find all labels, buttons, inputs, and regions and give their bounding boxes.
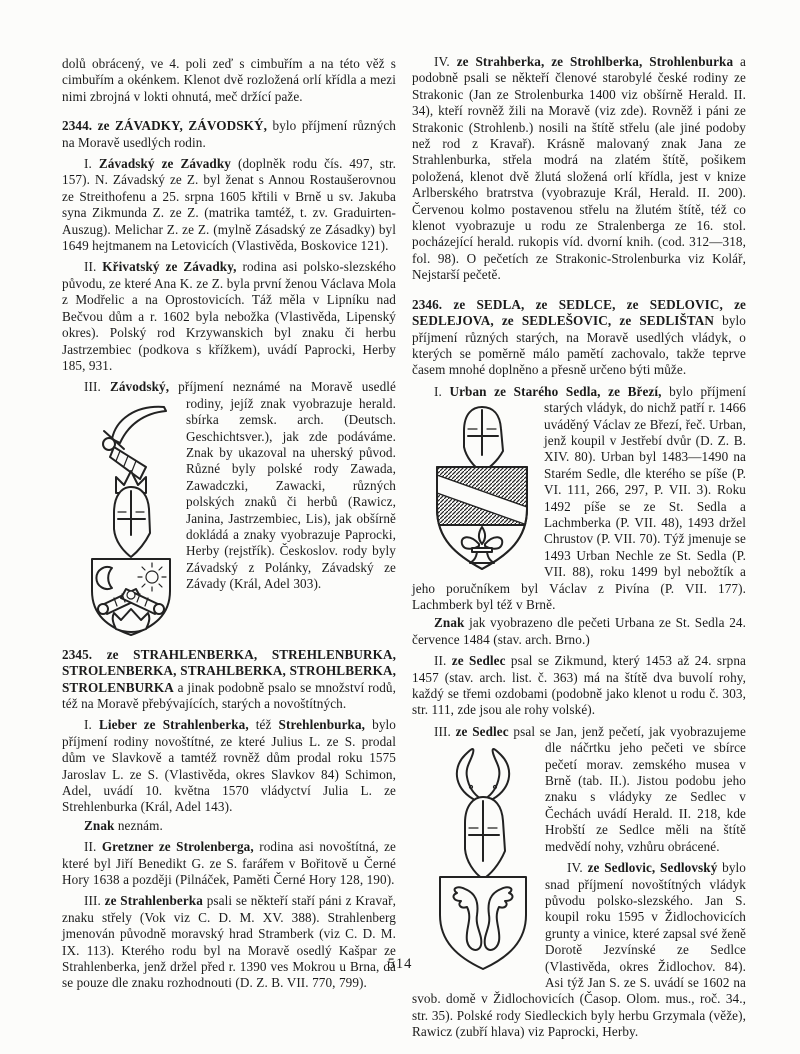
entry-gretzner-ze-strolenberga: II. Gretzner ze Strolenberga, rodina asi novoštítná, ze které byl Jiří Benedikt G. ze S. farářem v Bořitově u Černé Hory 1638 a později (Pilnáček, Paměti Černé Hory 128, 190). xyxy=(62,839,396,887)
entry-ze-sedlec-jan: III. ze Sedlec psal se Jan, jenž pečetí, jak vyobrazujeme dle náčrtku jeho pečeti ve sbírce pečetí morav. zemského musea v Brně (tab. II.). Jistou podobu jeho znaku s vládyky ze Sedlec v Čechách uvádí Herald. II. 218, kde Hrobští ze Sedlce měli na štítě medvědí nohy, vzhůru obrácené. xyxy=(412,724,746,855)
coat-of-arms-urban-image xyxy=(432,403,532,575)
coat-of-arms-zavodsky-image xyxy=(88,399,174,644)
paragraph-continuation: dolů obrácený, ve 4. poli zeď s cimbuřím a na této věž s cimbuřím a okénkem. Klenot dvě rozložená orlí křídla a mezi nimi zbrojná v lokti ohnutá, meč držící paže. xyxy=(62,56,396,104)
entry-urban-ze-stareho-sedla: I. Urban ze Starého Sedla, ze Březí, bylo příjmení starých vládyk, do nichž patří r. 1466 uváděný Václav ze Březí, řeč. Urban, jenž koupil v Jestřebí dvůr (D. Z. B. XIV. 80). Urban byl 1483—1490 na Starém Sedle, dle kterého se píše (P. VI. 111, 266, 297, P. VII. 3). Roku 1492 píše se ze St. Sedla a Lachmberka (P. VII. 48), 1493 držel Chrustov (P. VII. 70). Týž jmenuje se 1493 Urban Nechle ze St. Sedla (P. VII. 88), roku 1499 byl nebožtík a jeho poručníkem byl Václav z Pivína (P. VII. 177). Lachmberk byl též v Brně. xyxy=(412,383,746,612)
entry-zavodsky: III. Závodský, příjmení neznámé na Moravě usedlé rodiny, jejíž znak vyobrazuje herald. sbírka zemsk. arch. (Deutsch. Geschichtsver.), jak zde podáváme. Znak by ukazoval na uherský původ. Různé byly polské rody Zawada, Zawadczki, Zawacki, různých polských znaků či herbů (Rawicz, Janina, Jastrzembiec, Lis), jak obšírně dokládá a znaky vyobrazuje Paprocki, Herby (rejstřík). Českoslov. rody byly Závadský z Polánky, Závadský ze Závady (Král, Adel 303). xyxy=(62,379,396,592)
entry-ze-sedlovic: IV. ze Sedlovic, Sedlovský bylo snad příjmení novoštítných vládyk původu polsko-slezského. Jan S. koupil roku 1595 v Židlochovicích grunty a vinice, které zapsal své ženě Dorotě Jezvínské ze Sedlce (Vlastivěda, okres Židlochov. 84). Asi týž Jan S. ze S. uvádí se 1602 na svob. domě v Židlochovicích (Časop. Olom. mus., roč. 34., str. 35). Polské rody Siedleckich byly herbu Grzymala (věže), Rawicz (zubří hlava) viz Paprocki, Herby. xyxy=(412,860,746,1040)
entry-lieber-ze-strahlenberka: I. Lieber ze Strahlenberka, též Strehlenburka, bylo příjmení rodiny novoštítné, ze které Julius L. ze S. prodal dům ve Slavkově a tamtéž rovněž dům prodal roku 1575 Jaroslav L. ze S. (Vlastivěda, okres Slavkov 84) Schimon, Adel, uvádí 10. května 1570 vládyctví Julia L. ze Strehlenburka (Král, Adel 143). xyxy=(62,717,396,815)
entry-ze-strahberka: IV. ze Strahberka, ze Strohlberka, Strohlenburka a podobně psali se někteří členové starobylé české rodiny ze Strakonic (Jan ze Strolenburka 1400 viz obšírně Herald. II. 34), kteří rovněž žili na Moravě (viz zde). Rovněž i páni ze Strakonic (Strohlenb.) nosili na štítě střelu (ale jiné podoby než rod z Kravař). Krásně malovaný znak Jana ze Strahlenburka, střela modrá na zlatém štítě, pošikem položená, klenot dvě žlutá složená orlí křídla, jest v knize Arlberského bratrstva (vyobrazuje Král, Herald. II. 200). Červenou kolmo postavenou střelu na žlutém štítě, též co klenot vyobrazuje u rodu ze Stralenberga ze 16. stol. pocházející herald. rukopis víd. dvorní knih. (cod. 312—318, fol. 98). O pečetích ze Strakonic-Strolenburka viz Kolář, Nejstarší pečetě. xyxy=(412,54,746,283)
entry-krivatsky-ze-zavadky: II. Křivatský ze Závadky, rodina asi polsko-slezského původu, ze které Ana K. ze Z. byla první ženou Václava Mola z Modřelic a na Oprostovicích. Táž měla v Lipníku nad Bečvou dům a r. 1602 byla nebožka (Vlastivěda, Lipenský okres). Polský rod Krzywanskich byl znaku či herbu Jastrzembiec (podkova s křížkem), uvádí Paprocki, Herby 185, 931. xyxy=(62,259,396,373)
paragraph-znak-urban: Znak jak vyobrazeno dle pečeti Urbana ze St. Sedla 24. července 1484 (stav. arch. Brno.) xyxy=(412,615,746,647)
entry-2344-heading: 2344. ze ZÁVADKY, ZÁVODSKÝ, bylo příjmení různých na Moravě usedlých rodin. xyxy=(62,118,396,150)
entry-zavadsky-ze-zavadky: I. Závadský ze Závadky (doplněk rodu čís. 497, str. 157). N. Závadský ze Z. byl ženat s Annou Rostaušerovnou ze Streithofenu a 25. srpna 1605 křtili v Brně u sv. Jakuba syna Zikmunda Z. ze Z. (matrika tamtéž, t. zv. Graduirten-Auszug). Melichar Z. ze Z. (mylně Zásadský ze Zásadky) byl 1649 hejtmanem na Letovicích (Vlastivěda, Boskovice 121). xyxy=(62,156,397,254)
entry-2345-heading: 2345. ze STRAHLENBERKA, STREHLENBURKA, STROLENBERKA, STRAHLBERKA, STROHLBERKA, STROLENBURKA a jinak podobně psalo se množství rodů, též na Moravě přebývajících, starých a novoštítných. xyxy=(62,646,396,711)
entry-ze-sedlec-zikmund: II. ze Sedlec psal se Zikmund, který 1453 až 24. srpna 1457 (stav. arch. list. č. 363) má na štítě dva buvolí rohy, každý se třemi ozdobami (podobně jako klenot u rodu č. 303, str. 111, zde jsou ale rohy volské). xyxy=(412,653,746,718)
coat-of-arms-sedlec-image xyxy=(435,743,531,973)
page-number: 514 xyxy=(387,956,413,972)
paragraph-znak-neznam: Znak neznám. xyxy=(84,817,163,833)
right-column xyxy=(412,54,746,1041)
entry-2346-heading: 2346. ze SEDLA, ze SEDLCE, ze SEDLOVIC, ze SEDLEJOVA, ze SEDLEŠOVIC, ze SEDLIŠTAN bylo příjmení různých starých, na Moravě usedlých vládyk, o kterých se poměrně málo pamětí zachovalo, takže teprve časem mnohé doplněno a přesně určeno býti může. xyxy=(412,296,746,378)
entry-ze-strahlenberka: III. ze Strahlenberka psali se někteří staří páni z Kravař, znaku střely (Vok viz C. D. M. XV. 388). Strahlenberg jmenován původně moravský hrad Stramberk (viz C. D. M. IX. 113). Kterého rodu byl na Moravě osedlý Kašpar ze Strahlenberka, jenž držel před r. 1390 ves Mokrou u Brna, dá se pouze dle znaku rozhodnouti (D. Z. B. VII. 770, 799). xyxy=(62,893,396,991)
left-column xyxy=(62,54,396,992)
